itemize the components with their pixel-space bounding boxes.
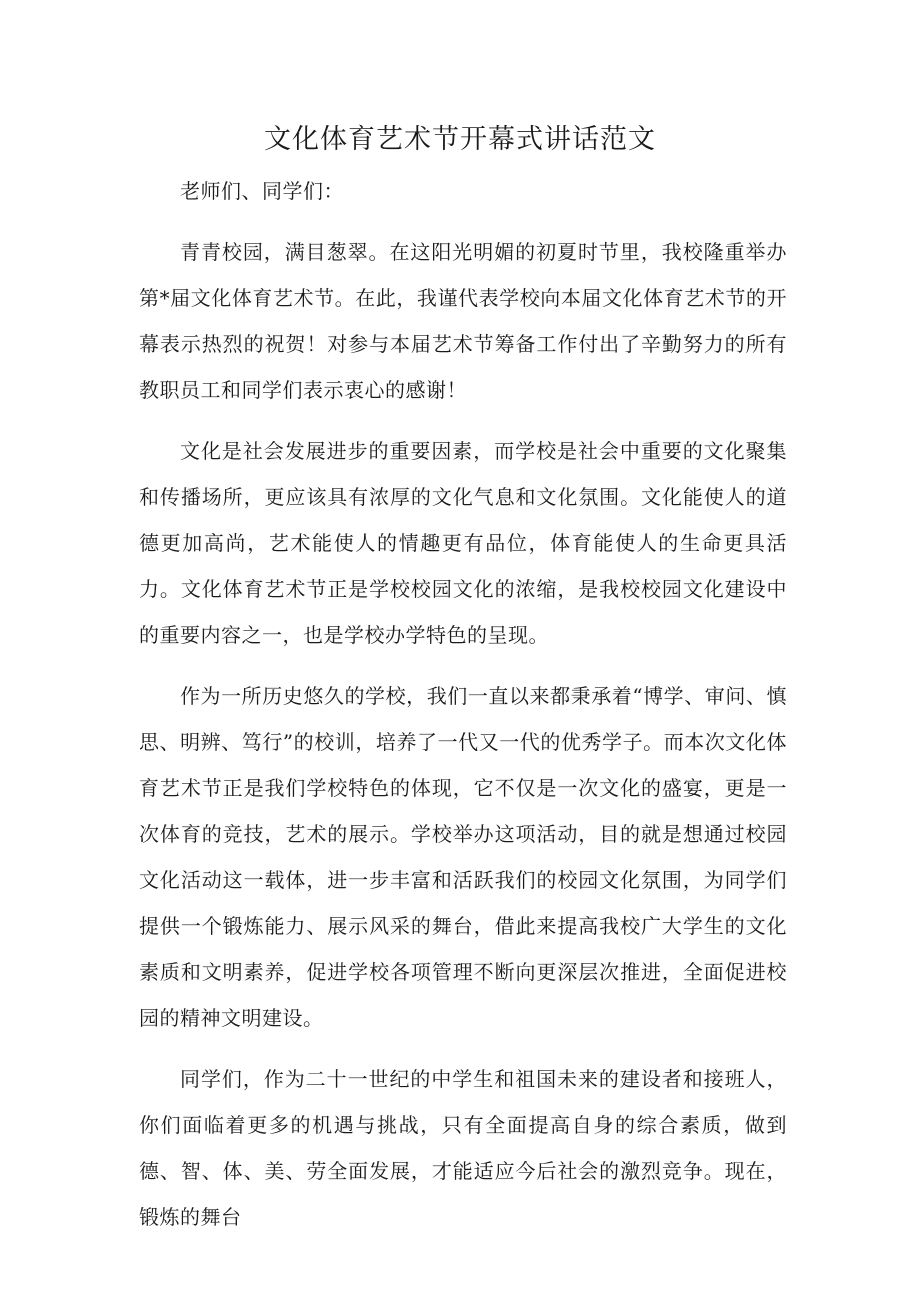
document-title: 文化体育艺术节开幕式讲话范文 bbox=[264, 124, 656, 155]
paragraph-1: 青青校园，满目葱翠。在这阳光明媚的初夏时节里，我校隆重举办第*届文化体育艺术节。在此，我谨代表学校向本届文化体育艺术节的开幕表示热烈的祝贺！对参与本届艺术节筹备工作付出了辛勤努力的所有教职员工和同学们表示衷心的感谢！ bbox=[139, 240, 787, 402]
salutation: 老师们、同学们： bbox=[180, 179, 344, 203]
document-body bbox=[139, 168, 787, 1255]
paragraph-3: 作为一所历史悠久的学校，我们一直以来都秉承着“博学、审问、慎思、明辨、笃行”的校训，培养了一代又一代的优秀学子。而本次文化体育艺术节正是我们学校特色的体现，它不仅是一次文化的盛宴，更是一次体育的竞技，艺术的展示。学校举办这项活动，目的就是想通过校园文化活动这一载体，进一步丰富和活跃我们的校园文化氛围，为同学们提供一个锻炼能力、展示风采的舞台，借此来提高我校广大学生的文化素质和文明素养，促进学校各项管理不断向更深层次推进，全面促进校园的精神文明建设。 bbox=[139, 684, 787, 1030]
paragraph-4: 同学们，作为二十一世纪的中学生和祖国未来的建设者和接班人，你们面临着更多的机遇与挑战，只有全面提高自身的综合素质，做到德、智、体、美、劳全面发展，才能适应今后社会的激烈竞争。现在，锻炼的舞台 bbox=[139, 1067, 787, 1229]
paragraph-2: 文化是社会发展进步的重要因素，而学校是社会中重要的文化聚集和传播场所，更应该具有浓厚的文化气息和文化氛围。文化能使人的道德更加高尚，艺术能使人的情趣更有品位，体育能使人的生命更具活力。文化体育艺术节正是学校校园文化的浓缩，是我校校园文化建设中的重要内容之一，也是学校办学特色的呈现。 bbox=[139, 439, 787, 647]
